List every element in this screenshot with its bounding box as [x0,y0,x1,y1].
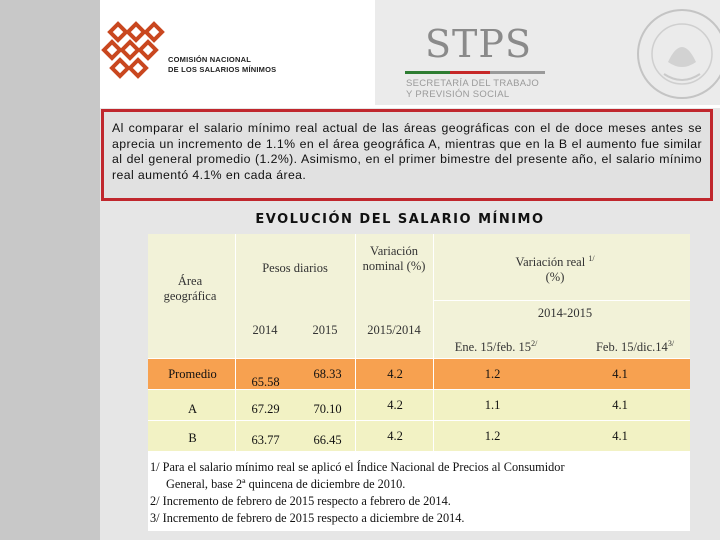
mexico-seal-icon [620,2,720,102]
stps-divider-green [405,71,450,74]
header-feb-dic-label: Feb. 15/dic.14 [595,340,668,355]
cell-real-feb-dic: 4.1 [612,429,628,443]
header-var-real-sup: 1/ [588,254,595,263]
cell-2014: 65.58 [251,375,280,389]
footnote-1-cont: General, base 2ª quincena de diciembre de 2010. [166,477,406,491]
cell-nominal: 4.2 [387,429,403,443]
grid-line [148,358,690,359]
footnotes [150,459,690,527]
cell-real-feb-dic: 4.1 [612,367,628,381]
header-pesos: Pesos diarios [262,261,328,275]
cell-2014: 63.77 [251,433,280,447]
stps-sub-line-2: Y PREVISIÓN SOCIAL [406,89,510,100]
grid-line [433,300,690,301]
logo-line-2: DE LOS SALARIOS MÍNIMOS [168,65,277,74]
header-ene-feb-label: Ene. 15/feb. 15 [454,340,532,355]
cell-real-feb-dic: 4.1 [612,398,628,412]
header-ene-feb [436,336,556,355]
cell-real-ene-feb: 1.1 [484,398,501,412]
cell-2015: 70.10 [313,402,342,416]
header-var-real-unit: (%) [545,270,565,285]
cell-2014: 67.29 [251,402,280,416]
cell-2015: 68.33 [313,367,342,381]
header-var-real-label: Variación real [515,255,586,270]
grid-line [148,389,690,390]
stps-sub-line-1: SECRETARÍA DEL TRABAJO [406,78,540,89]
cell-real-ene-feb: 1.2 [484,367,501,381]
cell-area: A [187,402,198,416]
header-var-nominal: Variación nominal (%) [362,244,426,273]
grid-line [148,420,690,421]
cell-real-ene-feb: 1.2 [484,429,501,443]
conasami-logo-icon [100,12,170,84]
header-feb-dic [580,336,690,355]
cell-2015: 66.45 [313,433,342,447]
notice-box: Al comparar el salario mínimo real actual de las áreas geográficas con el de doce meses antes se aprecia un incremento de 1.1% en el área geográfica A, mientras que en la B el aumento fue similar al del general promedio (1.2%). Asimismo, en el primer bimestre del presente año, el salario mínimo real aumentó 4.1% en cada área. [101,109,713,201]
header-feb-dic-sup: 3/ [667,339,675,348]
footnote-1: 1/ Para el salario mínimo real se aplicó el Índice Nacional de Precios al Consumidor [150,460,565,474]
left-margin [0,0,100,540]
header-2014: 2014 [252,323,278,337]
footnote-2: 2/ Incremento de febrero de 2015 respecto a febrero de 2014. [150,494,451,508]
conasami-logo-text [168,55,276,75]
header-area: Área geográfica [163,274,217,303]
table-title: EVOLUCIÓN DEL SALARIO MÍNIMO [255,212,545,227]
stps-divider-red [450,71,490,74]
cell-nominal: 4.2 [387,367,403,381]
logo-line-1: COMISIÓN NACIONAL [168,55,251,64]
footnote-3: 3/ Incremento de febrero de 2015 respecto a diciembre de 2014. [150,511,465,525]
stps-logo: STPS [425,22,532,66]
header-2015-2014: 2015/2014 [367,323,421,337]
header-var-real [440,251,670,285]
stps-subtitle [406,78,539,100]
header-2015: 2015 [312,323,338,337]
cell-nominal: 4.2 [387,398,403,412]
header-period: 2014-2015 [537,306,593,320]
header-ene-feb-sup: 2/ [531,339,538,348]
cell-area: B [188,431,197,445]
cell-area: Promedio [168,367,217,381]
